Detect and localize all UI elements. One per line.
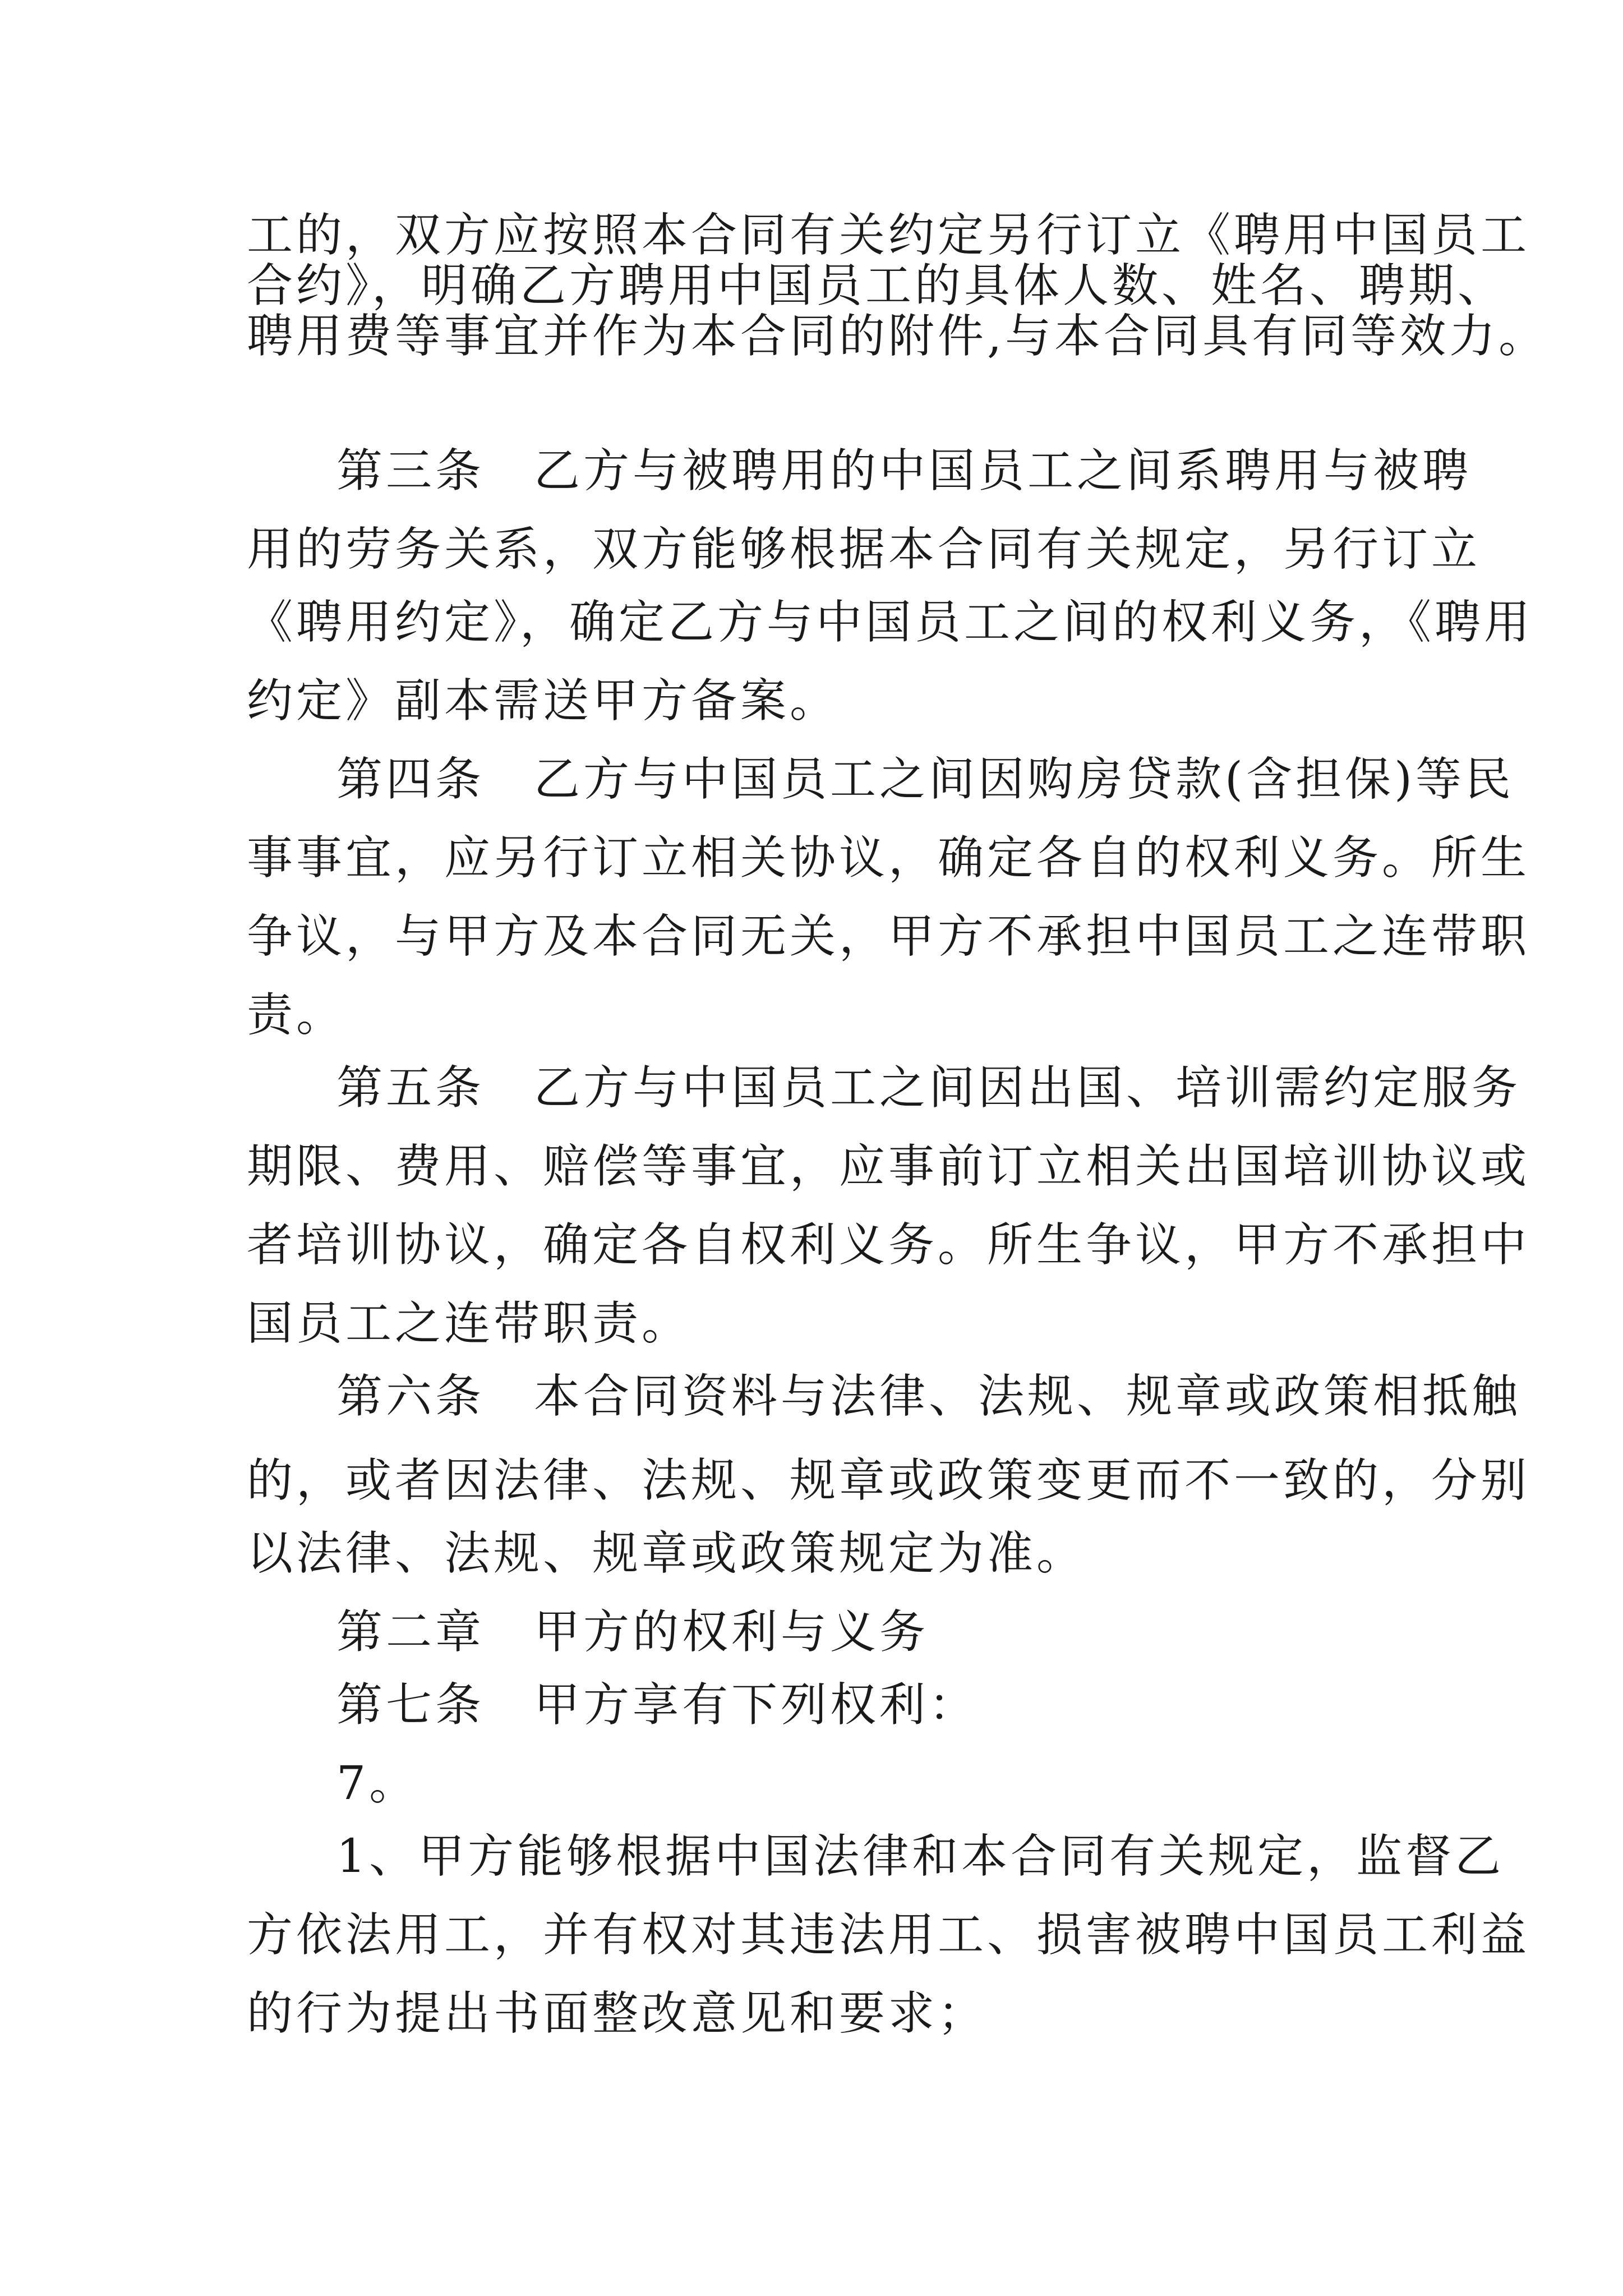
text-line: 聘用费等事宜并作为本合同的附件,与本合同具有同等效力。	[247, 310, 1548, 363]
text-line: 的行为提出书面整改意见和要求；	[247, 1987, 988, 2040]
text-line: 国员工之连带职责。	[247, 1297, 691, 1350]
text-line: 约定》副本需送甲方备案。	[247, 674, 840, 728]
text-line: 以法律、法规、规章或政策规定为准。	[247, 1527, 1086, 1580]
text-line: 方依法用工，并有权对其违法用工、损害被聘中国员工利益	[247, 1908, 1530, 1962]
chapter-heading: 第二章 甲方的权利与义务	[336, 1605, 929, 1659]
text-line: 《聘用约定》，确定乙方与中国员工之间的权利义务，《聘用	[247, 596, 1534, 649]
text-line: 争议，与甲方及本合同无关，甲方不承担中国员工之连带职	[247, 910, 1530, 963]
text-line: 1、甲方能够根据中国法律和本合同有关规定，监督乙	[336, 1830, 1505, 1883]
text-line: 用的劳务关系，双方能够根据本合同有关规定，另行订立	[247, 523, 1481, 576]
text-line: 工的，双方应按照本合同有关约定另行订立《聘用中国员工	[247, 209, 1530, 262]
text-line: 者培训协议，确定各自权利义务。所生争议，甲方不承担中	[247, 1218, 1530, 1272]
text-line: 第四条 乙方与中国员工之间因购房贷款(含担保)等民	[336, 753, 1514, 806]
text-line: 合约》，明确乙方聘用中国员工的具体人数、姓名、聘期、	[247, 259, 1507, 312]
text-line: 事事宜，应另行订立相关协议，确定各自的权利义务。所生	[247, 831, 1530, 885]
text-line: 第六条 本合同资料与法律、法规、规章或政策相抵触	[336, 1370, 1521, 1423]
text-line: 第三条 乙方与被聘用的中国员工之间系聘用与被聘	[336, 444, 1472, 498]
text-line: 7。	[336, 1757, 419, 1810]
text-line: 责。	[247, 988, 346, 1042]
text-line: 的，或者因法律、法规、规章或政策变更而不一致的，分别	[247, 1454, 1530, 1507]
article-heading: 第七条 甲方享有下列权利：	[336, 1678, 979, 1732]
text-line: 期限、费用、赔偿等事宜，应事前订立相关出国培训协议或	[247, 1140, 1530, 1193]
text-line: 第五条 乙方与中国员工之间因出国、培训需约定服务	[336, 1061, 1521, 1115]
